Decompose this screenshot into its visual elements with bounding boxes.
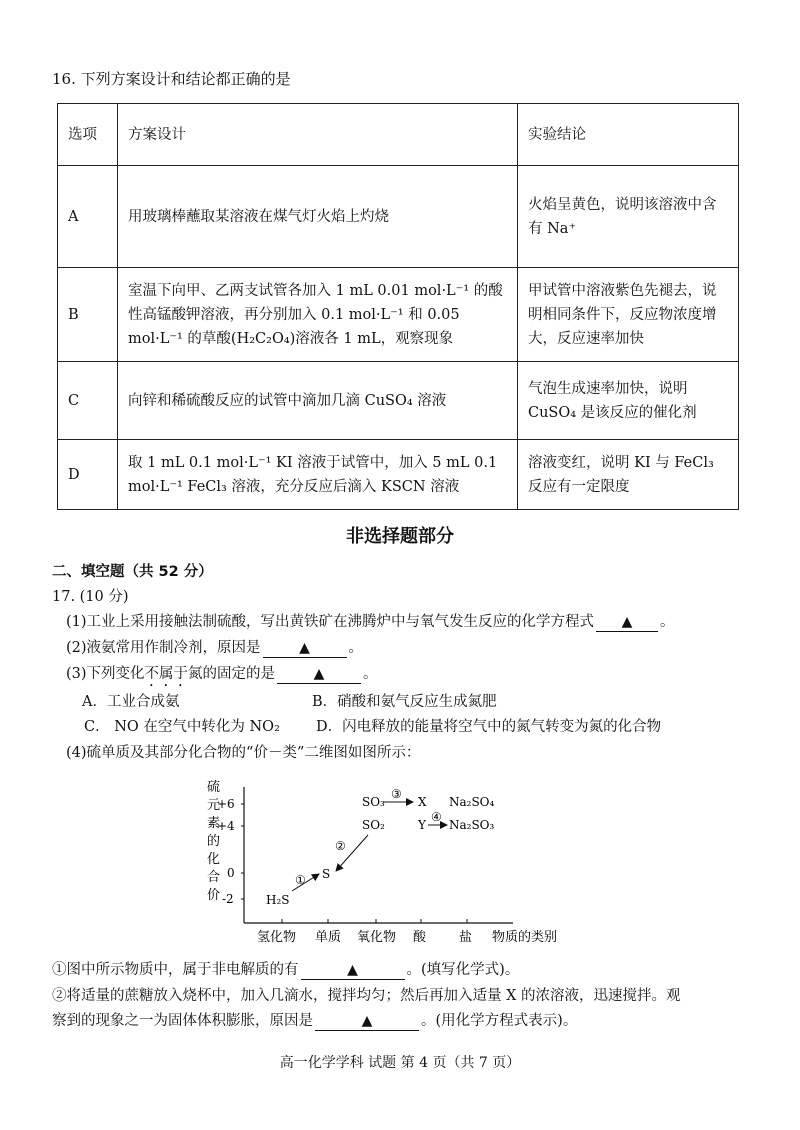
option-label: A [58,166,118,268]
answer-blank-2[interactable] [263,639,347,658]
q17-part1-text: (1)工业上采用接触法制硫酸，写出黄铁矿在沸腾炉中与氧气发生反应的化学方程式 [66,614,595,630]
table-header-row [58,104,739,166]
species-na2so4: Na₂SO₄ [449,795,495,809]
step-label: ③ [391,787,402,801]
ylabel-char: 素 [207,816,221,831]
triangle-marker-icon: ▲ [361,1013,373,1029]
triangle-marker-icon: ▲ [347,962,358,978]
q17-sub1 [52,958,519,980]
header-design: 方案设计 [118,104,518,166]
table-row [58,268,739,362]
xcat-label: 酸 [413,930,427,945]
ytick-label: -2 [222,892,234,906]
ylabel-char: 合 [207,870,221,885]
ylabel-char: 价 [207,888,221,903]
species-x: X [418,795,427,809]
q17-sub2-line1: ②将适量的蔗糖放入烧杯中，加入几滴水，搅拌均匀；然后再加入适量 X 的浓溶液，迅速搅拌。观 [52,988,681,1004]
conclusion-cell: 溶液变红，说明 KI 与 FeCl₃ 反应有一定限度 [518,440,739,510]
question-16-stem: 16. 下列方案设计和结论都正确的是 [52,70,291,88]
punct: 。 [660,614,675,630]
ytick-label: +6 [217,797,235,811]
q17-part3 [66,662,378,690]
table-row [58,166,739,268]
q17-part3-text-2: 氮的固定的是 [188,666,276,682]
header-conclusion: 实验结论 [518,104,739,166]
valence-category-diagram [195,765,575,950]
q17-part2-text: (2)液氨常用作制冷剂，原因是 [66,640,261,656]
design-cell: 向锌和稀硫酸反应的试管中滴加几滴 CuSO₄ 溶液 [118,362,518,440]
species-so2: SO₂ [362,818,385,832]
ytick-label: +4 [217,819,235,833]
design-cell: 室温下向甲、乙两支试管各加入 1 mL 0.01 mol·L⁻¹ 的酸性高锰酸钾溶液，再分别加入 0.1 mol·L⁻¹ 和 0.05 mol·L⁻¹ 的草酸(H₂C₂O₄)溶液各 1 mL，观察现象 [118,268,518,362]
table-row [58,362,739,440]
answer-blank-3[interactable] [277,665,361,684]
ytick-label: 0 [227,866,235,880]
xcat-label: 物质的类别 [492,930,558,945]
ylabel-char: 元 [207,798,221,813]
step-label: ④ [431,810,442,824]
design-cell: 用玻璃棒蘸取某溶液在煤气灯火焰上灼烧 [118,166,518,268]
section-title: 非选择题部分 [346,526,454,547]
ylabel-char: 硫 [207,780,221,795]
punct: 。 [348,640,364,656]
option-label: D [58,440,118,510]
option-label: C [58,362,118,440]
option-d: D．闪电释放的能量将空气中的氮气转变为氮的化合物 [316,719,662,735]
species-y: Y [418,818,426,832]
answer-blank-5[interactable] [315,1012,419,1031]
q17-part2 [66,636,363,658]
ylabel-char: 化 [207,852,221,867]
conclusion-cell: 甲试管中溶液紫色先褪去，说明相同条件下，反应物浓度增大，反应速率加快 [518,268,739,362]
emphasis-not-belong: 不属于 [144,666,189,682]
table-row [58,440,739,510]
punct: 。(填写化学式)。 [406,962,520,978]
punct: 。(用化学方程式表示)。 [421,1013,578,1029]
species-so3: SO₃ [362,795,385,809]
species-na2so3: Na₂SO₃ [449,818,495,832]
q17-sub2-line2 [52,1009,577,1031]
xcat-label: 氢化物 [257,930,297,945]
conclusion-cell: 火焰呈黄色，说明该溶液中含有 Na⁺ [518,166,739,268]
answer-blank-1[interactable] [596,613,658,632]
q17-sub1-text: ①图中所示物质中，属于非电解质的有 [52,962,299,978]
triangle-marker-icon: ▲ [313,666,325,682]
design-cell: 取 1 mL 0.1 mol·L⁻¹ KI 溶液于试管中，加入 5 mL 0.1 mol·L⁻¹ FeCl₃ 溶液，充分反应后滴入 KSCN 溶液 [118,440,518,510]
xcat-label: 氧化物 [357,930,397,945]
header-option: 选项 [58,104,118,166]
option-label: B [58,268,118,362]
q17-sub2-text: 察到的现象之一为固体体积膨胀，原因是 [52,1013,313,1029]
xcat-label: 单质 [315,930,342,945]
triangle-marker-icon: ▲ [299,640,310,656]
answer-blank-4[interactable] [301,961,405,980]
step-label: ② [335,839,346,853]
question-16-table [57,103,739,510]
q17-part4: (4)硫单质及其部分化合物的“价－类”二维图如图所示： [66,745,421,761]
option-b: B．硝酸和氨气反应生成氮肥 [312,694,497,710]
part2-heading: 二、填空题（共 52 分） [52,564,213,580]
q17-part3-text: (3)下列变化 [66,666,145,682]
species-s: S [322,867,331,881]
species-h2s: H₂S [266,893,290,907]
option-c: C． NO 在空气中转化为 NO₂ [84,719,280,735]
xcat-label: 盐 [459,930,473,945]
triangle-marker-icon: ▲ [621,614,633,630]
q17-header: 17. (10 分) [52,589,129,605]
page-footer: 高一化学学科 试题 第 4 页（共 7 页） [279,1055,521,1071]
step-label: ① [295,873,306,887]
option-a: A．工业合成氨 [82,694,180,710]
conclusion-cell: 气泡生成速率加快，说明 CuSO₄ 是该反应的催化剂 [518,362,739,440]
q17-part1 [66,610,675,632]
punct: 。 [363,666,378,682]
ylabel-char: 的 [207,834,221,849]
